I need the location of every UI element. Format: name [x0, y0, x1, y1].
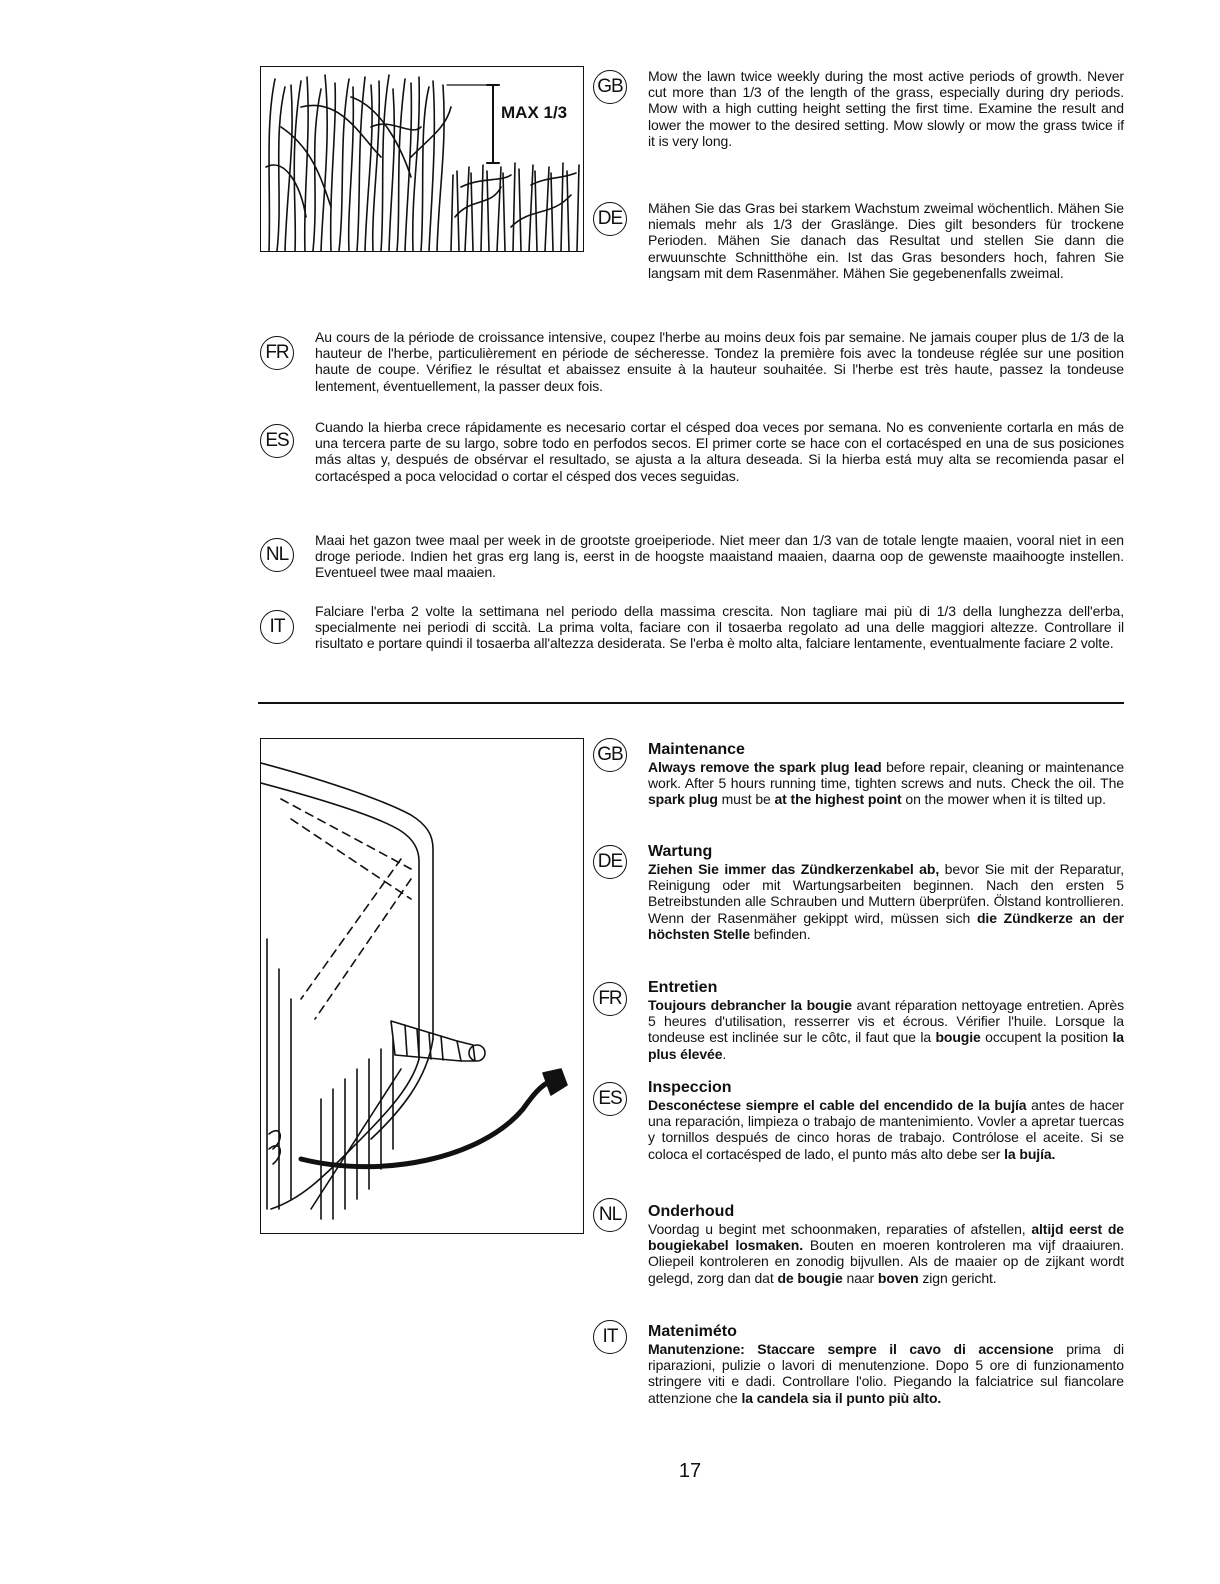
- bold-run: altijd eerst de bougiekabel losmaken.: [648, 1221, 1124, 1254]
- lang-badge-maint-fr: FR: [593, 982, 627, 1016]
- maintenance-fr: [648, 978, 1124, 1062]
- text-run: befinden.: [749, 925, 811, 942]
- mowing-text-it: Falciare l'erba 2 volte la settimana nel periodo della massima crescita. Non tagliare mai più di 1/3 della lunghezza dell'erba, specialmente nei periodi di sccità. La prima volta, faciare con il tosaerba regolato ad una delle maggiori altezze. Controllare il risultato e portare quindi il tosaerba all'altezza desiderata. Se l'erba è molto alta, falciare lentamente, eventualmente faciare 2 volte.: [315, 603, 1124, 652]
- lang-badge-maint-gb: GB: [593, 738, 627, 772]
- maintenance-text-fr: [648, 997, 1124, 1062]
- bold-run: de bougie: [777, 1269, 843, 1286]
- maintenance-de: [648, 842, 1124, 942]
- maintenance-it: [648, 1322, 1124, 1406]
- text-run: bevor Sie mit der Reparatur, Reinigung oder mit Wartungsarbeiten beginnen. Nach den ersten 5 Betreibstunden alle Schrauben und Muttern überprüfen. Ölstand kontrollieren. Wenn der Rasenmäher gekippt wird, müssen sich: [648, 861, 1124, 926]
- bold-run: Toujours debrancher la bougie: [648, 997, 852, 1013]
- text-run: occupent la position: [980, 1029, 1113, 1046]
- grass-figure: [260, 66, 584, 252]
- bold-run: Always remove the spark plug lead: [648, 759, 882, 775]
- max-cut-label: MAX 1/3: [501, 103, 568, 122]
- heading-maintenance-it: Mateniméto: [648, 1323, 737, 1340]
- text-run: avant réparation nettoyage entretien. Après 5 heures d'utilisation, resserrer vis et écrous. Vérifier l'huile. Lorsque la tondeuse est inclinée sur le côtc, il faut que la: [648, 997, 1124, 1046]
- bold-run: spark plug: [648, 791, 718, 808]
- bold-run: la candela sia il punto più alto.: [741, 1389, 942, 1406]
- bold-run: die Zündkerze an der höchsten Stelle: [648, 909, 1124, 942]
- heading-maintenance-es: Inspeccion: [648, 1079, 732, 1096]
- lang-badge-gb: GB: [593, 70, 627, 104]
- spark-plug-illustration: [261, 739, 583, 1233]
- maintenance-text-nl: [648, 1221, 1124, 1286]
- text-run: naar: [842, 1269, 878, 1286]
- lang-badge-maint-nl: NL: [593, 1198, 627, 1232]
- page-number: 17: [678, 1460, 702, 1482]
- text-run: Voordag u begint met schoonmaken, reparaties of afstellen,: [648, 1221, 1032, 1237]
- mowing-text-de: Mähen Sie das Gras bei starkem Wachstum zweimal wöchentlich. Mähen Sie niemals mehr als 1/3 der Graslänge. Dies gilt besonders für trockene Perioden. Mähen Sie danach das Resultat und stellen Sie dann die erwuunschte Schnitthöhe ein. Ist das Gras besonders hoch, fahren Sie langsam mit dem Rasenmäher. Mähen Sie gegebenenfalls zweimal.: [648, 200, 1124, 281]
- bold-run: at the highest point: [774, 791, 902, 808]
- heading-maintenance-gb: Maintenance: [648, 741, 745, 758]
- mowing-text-es: Cuando la hierba crece rápidamente es necesario cortar el césped doa veces por semana. No es conveniente cortarla en más de una tercera parte de su largo, sobre todo en perfodos secos. El primer corte se hace con el cortacésped en una de sus posiciones más altas y, después de obsérvar el resultado, se ajusta a la altura deseada. Si la hierba está muy alta se recomienda pasar el cortacésped a poca velocidad o cortar el césped dos veces seguidas.: [315, 419, 1124, 484]
- maintenance-text-it: [648, 1341, 1124, 1406]
- maintenance-text-gb: [648, 759, 1124, 808]
- lang-badge-maint-es: ES: [593, 1082, 627, 1116]
- spark-plug-figure: [260, 738, 584, 1234]
- mowing-text-gb: Mow the lawn twice weekly during the most active periods of growth. Never cut more than 1/3 of the length of the grass, especially during dry periods. Mow with a high cutting height setting the first time. Examine the result and lower the mower to the desired setting. Mow slowly or mow the grass twice if it is very long.: [648, 68, 1124, 149]
- lang-badge-maint-it: IT: [593, 1320, 627, 1354]
- bold-run: la plus élevée: [648, 1029, 1124, 1062]
- text-run: .: [722, 1045, 727, 1062]
- maintenance-nl: [648, 1202, 1124, 1286]
- lang-badge-maint-de: DE: [593, 845, 627, 879]
- bold-run: boven: [877, 1269, 919, 1286]
- lang-badge-de: DE: [593, 202, 627, 236]
- bold-run: la bujía.: [1004, 1145, 1056, 1162]
- lang-badge-fr: FR: [260, 336, 294, 370]
- maintenance-es: [648, 1078, 1124, 1162]
- lang-badge-it: IT: [260, 610, 294, 644]
- bold-run: Manutenzione: Staccare sempre il cavo di accensione: [648, 1341, 1054, 1357]
- heading-maintenance-fr: Entretien: [648, 979, 718, 996]
- maintenance-text-es: [648, 1097, 1124, 1162]
- maintenance-text-de: [648, 861, 1124, 942]
- bold-run: Ziehen Sie immer das Zündkerzenkabel ab,: [648, 861, 940, 877]
- text-run: Bouten en moeren kontroleren ma vijf draaiuren. Oliepeil kontroleren en zonodig bijvullen. Als de maaier op de zijkant wordt gelegd, zorg dan dat: [648, 1237, 1125, 1286]
- text-run: antes de hacer una reparación, limpieza o trabajo de mantenimiento. Vovler a apretar tuercas y tornillos después de cinco horas de trabajo. Contrólose el aceite. Si se coloca el cortacésped de lado, el punto más alto debe ser: [648, 1097, 1124, 1162]
- heading-maintenance-nl: Onderhoud: [648, 1203, 735, 1220]
- lang-badge-nl: NL: [260, 538, 294, 572]
- bold-run: Desconéctese siempre el cable del encendido de la bujía: [648, 1097, 1027, 1113]
- heading-maintenance-de: Wartung: [648, 843, 713, 860]
- mowing-text-fr: Au cours de la période de croissance intensive, coupez l'herbe au moins deux fois par semaine. Ne jamais couper plus de 1/3 de la hauteur de l'herbe, particulièrement en période de sécheresse. Tondez la première fois avec la tondeuse réglée sur une position haute de coupe. Vérifiez le résultat et abaissez ensuite à la hauteur souhaitée. Si l'herbe est très haute, passez la tondeuse lentement, éventuellement, la passer deux fois.: [315, 329, 1124, 394]
- text-run: before repair, cleaning or maintenance work. After 5 hours running time, tighten screws and nuts. Check the oil. The: [648, 759, 1125, 792]
- maintenance-gb: [648, 740, 1124, 808]
- lang-badge-es: ES: [260, 424, 294, 458]
- bold-run: bougie: [935, 1029, 981, 1046]
- text-run: zign gericht.: [918, 1269, 997, 1286]
- section-divider: [258, 702, 1124, 704]
- mowing-text-nl: Maai het gazon twee maal per week in de grootste groeiperiode. Niet meer dan 1/3 van de totale lengte maaien, vooral niet in een droge periode. Indien het gras erg lang is, eerst in de hoogste maaistand maaien, daarna oop de gewenste maaihoogte instellen. Eventueel twee maal maaien.: [315, 532, 1124, 581]
- text-run: on the mower when it is tilted up.: [901, 791, 1106, 808]
- text-run: prima di riparazioni, pulizie o lavori di menutenzione. Dopo 5 ore di funzionamento stringere viti e dadi. Controllare l'olio. Piegando la falciatrice sul fiancolare attenzione che: [648, 1341, 1124, 1406]
- text-run: must be: [717, 791, 775, 808]
- grass-illustration: [261, 67, 583, 251]
